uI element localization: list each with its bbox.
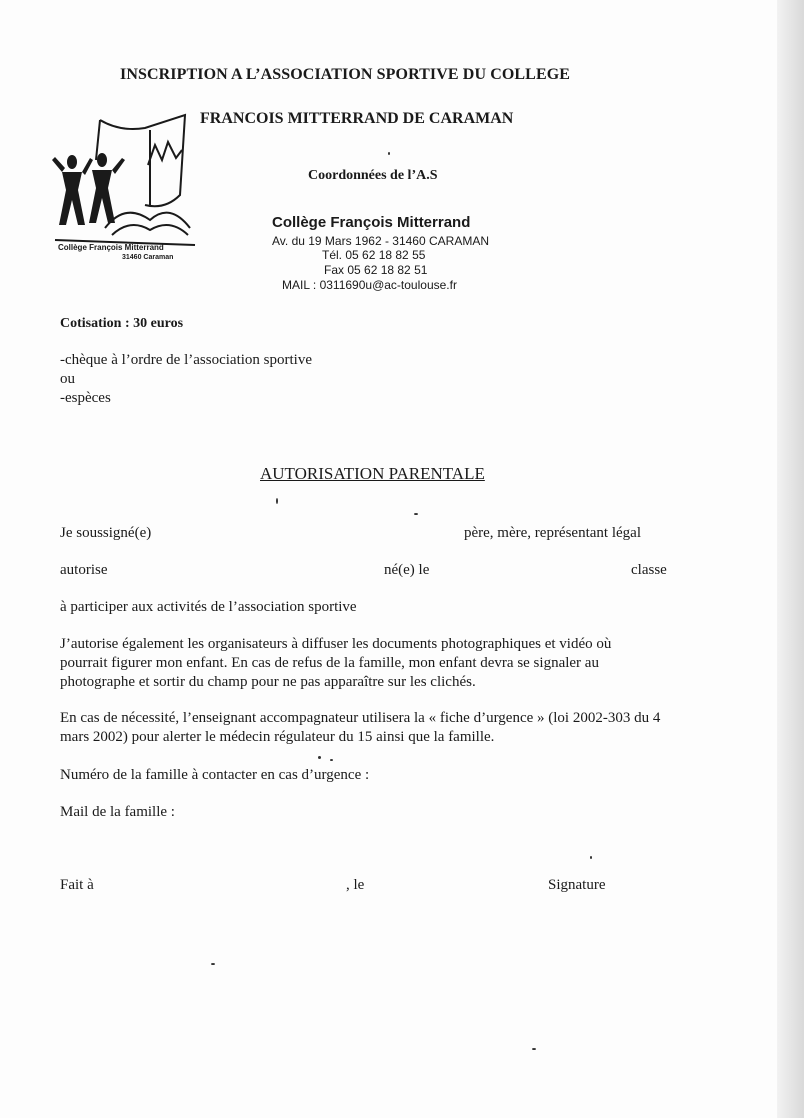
- payment-or: ou: [60, 371, 75, 387]
- place-label: Fait à: [60, 877, 94, 893]
- college-mail: MAIL : 0311690u@ac-toulouse.fr: [282, 278, 457, 292]
- section-title: AUTORISATION PARENTALE: [260, 464, 485, 483]
- scan-speck: [388, 152, 390, 155]
- cotisation: Cotisation : 30 euros: [60, 316, 184, 331]
- photo-paragraph-line-1: J’autorise également les organisateurs à diffuser les documents photographiques et vidéo où: [60, 636, 612, 652]
- contact-heading: Coordonnées de l’A.S: [308, 168, 438, 183]
- payment-option-cheque: -chèque à l’ordre de l’association sportive: [60, 352, 312, 368]
- logo-text-line-2: 31460 Caraman: [122, 254, 174, 261]
- photo-paragraph-line-3: photographe et sortir du champ pour ne pas apparaître sur les clichés.: [60, 674, 476, 690]
- scan-speck: [330, 759, 333, 761]
- scan-speck: [318, 756, 321, 759]
- scan-speck: [590, 856, 592, 859]
- family-phone-label: Numéro de la famille à contacter en cas d’urgence :: [60, 767, 370, 783]
- college-name: Collège François Mitterrand: [272, 214, 471, 231]
- class-label: classe: [631, 562, 667, 578]
- authorize-label: autorise: [60, 562, 108, 578]
- photo-paragraph-line-2: pourrait figurer mon enfant. En cas de refus de la famille, mon enfant devra se signaler au: [60, 655, 599, 671]
- logo-text-line-1: Collège François Mitterrand: [58, 243, 164, 252]
- title-line-2: FRANCOIS MITTERRAND DE CARAMAN: [200, 110, 514, 127]
- family-mail-label: Mail de la famille :: [60, 804, 175, 820]
- scan-speck: [414, 513, 418, 515]
- title-line-1: INSCRIPTION A L’ASSOCIATION SPORTIVE DU COLLEGE: [120, 66, 571, 83]
- emergency-paragraph-line-1: En cas de nécessité, l’enseignant accompagnateur utilisera la « fiche d’urgence » (loi 2002-303 du 4: [60, 710, 661, 726]
- birthdate-label: né(e) le: [384, 562, 430, 578]
- undersigned-label: Je soussigné(e): [60, 525, 152, 541]
- signature-label: Signature: [548, 877, 606, 893]
- scan-edge: [777, 0, 804, 1118]
- scan-speck: [276, 498, 278, 504]
- participate-text: à participer aux activités de l’association sportive: [60, 599, 357, 615]
- college-phone: Tél. 05 62 18 82 55: [322, 248, 426, 262]
- guardian-label: père, mère, représentant légal: [464, 525, 641, 541]
- emergency-paragraph-line-2: mars 2002) pour alerter le médecin régulateur du 15 ainsi que la famille.: [60, 729, 495, 745]
- payment-option-cash: -espèces: [60, 390, 111, 406]
- scan-speck: [532, 1048, 536, 1050]
- college-fax: Fax 05 62 18 82 51: [324, 263, 428, 277]
- college-address: Av. du 19 Mars 1962 - 31460 CARAMAN: [272, 234, 489, 248]
- scan-speck: [211, 963, 215, 965]
- date-label: , le: [346, 877, 365, 893]
